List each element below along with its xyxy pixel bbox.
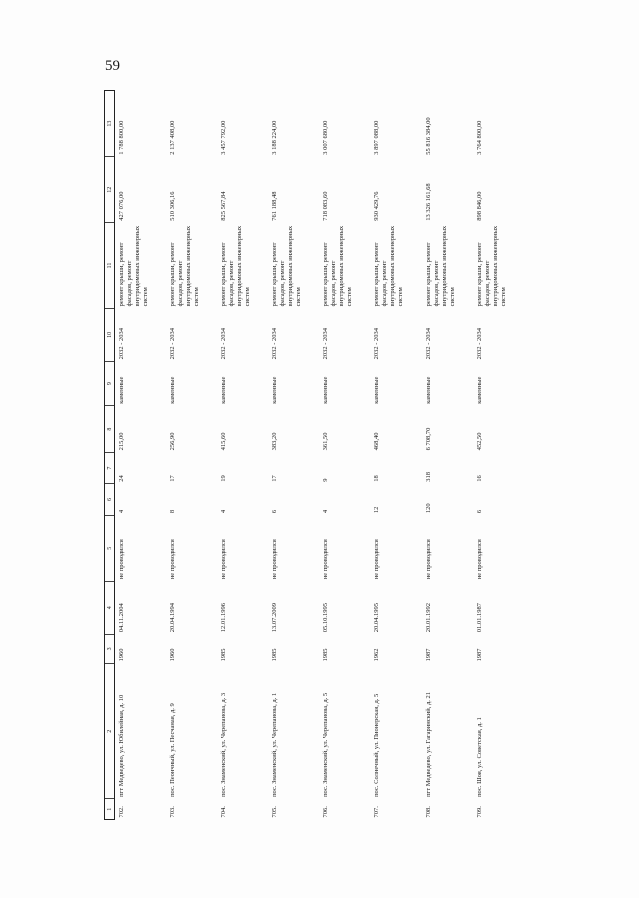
table-header-row bbox=[105, 91, 115, 820]
material-cell: каменные bbox=[424, 376, 432, 404]
cost-cell: 510 306,16 bbox=[168, 191, 176, 221]
date-cell: 20.04.1994 bbox=[168, 603, 176, 633]
table-row bbox=[422, 91, 473, 820]
period-cell: 2032 - 2034 bbox=[322, 327, 330, 360]
address-cell: пгт Медведево, ул. Гагаринский, д. 21 bbox=[424, 691, 432, 797]
works-cell: ремонт крыши, ремонт фасадов, ремонт внутридомовых инженерных систем bbox=[168, 225, 200, 307]
date-cell: 13.07.2009 bbox=[271, 603, 279, 633]
apartments-cell: 17 bbox=[271, 475, 279, 482]
floors-cell: 120 bbox=[424, 503, 432, 514]
area-cell: 361,50 bbox=[322, 432, 330, 451]
floors-cell: 6 bbox=[271, 509, 279, 514]
row-number: 704. bbox=[219, 806, 227, 818]
table-row bbox=[370, 91, 421, 820]
area-cell: 452,50 bbox=[475, 432, 483, 451]
date-cell: 12.01.1996 bbox=[219, 603, 227, 633]
overhaul-cell: не проводился bbox=[373, 539, 381, 580]
column-header: 9 bbox=[105, 361, 115, 405]
address-cell: пос. Шоя, ул. Советская, д. 1 bbox=[475, 717, 483, 797]
period-cell: 2032 - 2034 bbox=[219, 327, 227, 360]
row-number: 708. bbox=[424, 806, 432, 818]
column-header: 12 bbox=[105, 157, 115, 223]
table-row bbox=[268, 91, 319, 820]
build-year-cell: 1987 bbox=[424, 648, 432, 662]
build-year-cell: 1985 bbox=[322, 648, 330, 662]
address-cell: пос. Солнечный, ул. Пионерская, д. 5 bbox=[373, 693, 381, 797]
cost-cell: 718 083,60 bbox=[322, 191, 330, 221]
table-row bbox=[217, 91, 268, 820]
overhaul-cell: не проводился bbox=[475, 539, 483, 580]
total-cost-cell: 3 188 224,00 bbox=[271, 120, 279, 155]
build-year-cell: 1987 bbox=[475, 648, 483, 662]
works-cell: ремонт крыши, ремонт фасадов, ремонт внутридомовых инженерных систем bbox=[118, 225, 149, 307]
works-cell: ремонт крыши, ремонт фасадов, ремонт внутридомовых инженерных систем bbox=[219, 225, 251, 307]
row-number: 703. bbox=[168, 806, 176, 818]
total-cost-cell: 3 897 088,00 bbox=[373, 120, 381, 155]
material-cell: каменные bbox=[373, 376, 381, 404]
cost-cell: 930 429,76 bbox=[373, 191, 381, 221]
column-header: 11 bbox=[105, 223, 115, 309]
apartments-cell: 16 bbox=[475, 475, 483, 482]
floors-cell: 4 bbox=[118, 509, 125, 514]
overhaul-cell: не проводился bbox=[118, 539, 125, 580]
table-row bbox=[166, 91, 217, 820]
material-cell: каменные bbox=[271, 376, 279, 404]
works-cell: ремонт крыши, ремонт фасадов, ремонт внутридомовых инженерных систем bbox=[373, 225, 405, 307]
column-header: 5 bbox=[105, 515, 115, 581]
area-cell: 256,90 bbox=[168, 432, 176, 451]
column-header: 13 bbox=[105, 91, 115, 157]
cost-cell: 761 188,48 bbox=[271, 191, 279, 221]
material-cell: каменные bbox=[219, 376, 227, 404]
column-header: 10 bbox=[105, 308, 115, 361]
page-number: 59 bbox=[105, 58, 120, 74]
overhaul-cell: не проводился bbox=[424, 539, 432, 580]
period-cell: 2032 - 2034 bbox=[168, 327, 176, 360]
row-number: 707. bbox=[373, 806, 381, 818]
area-cell: 6 708,70 bbox=[424, 427, 432, 451]
table-row bbox=[115, 91, 166, 820]
date-cell: 01.01.1987 bbox=[475, 603, 483, 633]
build-year-cell: 1985 bbox=[219, 648, 227, 662]
period-cell: 2032 - 2034 bbox=[475, 327, 483, 360]
table-body bbox=[115, 91, 525, 820]
area-cell: 468,40 bbox=[373, 432, 381, 451]
row-number: 706. bbox=[322, 806, 330, 818]
column-header: 1 bbox=[105, 799, 115, 820]
overhaul-cell: не проводился bbox=[322, 539, 330, 580]
overhaul-cell: не проводился bbox=[219, 539, 227, 580]
total-cost-cell: 3 007 680,00 bbox=[322, 120, 330, 155]
row-number: 709. bbox=[475, 806, 483, 818]
cost-cell: 427 076,00 bbox=[118, 191, 125, 221]
floors-cell: 4 bbox=[322, 509, 330, 514]
address-cell: пос. Пеончный, ул. Песчаная, д. 9 bbox=[168, 703, 176, 797]
floors-cell: 6 bbox=[475, 509, 483, 514]
area-cell: 383,20 bbox=[271, 432, 279, 451]
column-header: 7 bbox=[105, 452, 115, 483]
address-cell: пос. Знаменский, ул. Черепанова, д. 5 bbox=[322, 692, 330, 797]
material-cell: каменные bbox=[322, 376, 330, 404]
works-cell: ремонт крыши, ремонт фасадов, ремонт внутридомовых инженерных систем bbox=[424, 225, 456, 307]
column-header: 4 bbox=[105, 581, 115, 634]
date-cell: 05.10.1995 bbox=[322, 603, 330, 633]
floors-cell: 4 bbox=[219, 509, 227, 514]
floors-cell: 12 bbox=[373, 506, 381, 514]
column-header: 6 bbox=[105, 484, 115, 515]
build-year-cell: 1960 bbox=[118, 648, 125, 662]
cost-cell: 13 326 161,68 bbox=[424, 183, 432, 221]
apartments-cell: 17 bbox=[168, 475, 176, 482]
area-cell: 215,00 bbox=[118, 432, 125, 451]
material-cell: каменные bbox=[168, 376, 176, 404]
total-cost-cell: 55 816 384,00 bbox=[424, 117, 432, 155]
apartments-cell: 318 bbox=[424, 472, 432, 482]
period-cell: 2032 - 2034 bbox=[424, 327, 432, 360]
address-cell: пос. Знаменский, ул. Черепанова, д. 3 bbox=[219, 692, 227, 797]
works-cell: ремонт крыши, ремонт фасадов, ремонт внутридомовых инженерных систем bbox=[322, 225, 354, 307]
row-number: 705. bbox=[271, 806, 279, 818]
table-row bbox=[473, 91, 524, 820]
total-cost-cell: 2 137 408,00 bbox=[168, 120, 176, 155]
total-cost-cell: 3 764 800,00 bbox=[475, 120, 483, 155]
table-row bbox=[319, 91, 370, 820]
build-year-cell: 1962 bbox=[373, 648, 381, 662]
column-header: 8 bbox=[105, 406, 115, 453]
material-cell: каменные bbox=[475, 376, 483, 404]
area-cell: 415,60 bbox=[219, 432, 227, 451]
total-cost-cell: 3 457 792,00 bbox=[219, 120, 227, 155]
material-cell: каменные bbox=[118, 376, 125, 404]
works-cell: ремонт крыши, ремонт фасадов, ремонт внутридомовых инженерных систем bbox=[271, 225, 303, 307]
overhaul-cell: не проводился bbox=[168, 539, 176, 580]
floors-cell: 8 bbox=[168, 509, 176, 514]
date-cell: 20.01.1992 bbox=[424, 603, 432, 633]
period-cell: 2032 - 2034 bbox=[373, 327, 381, 360]
apartments-cell: 9 bbox=[322, 478, 330, 482]
date-cell: 04.11.2004 bbox=[118, 603, 125, 633]
capital-repair-table bbox=[104, 90, 524, 820]
works-cell: ремонт крыши, ремонт фасадов, ремонт внутридомовых инженерных систем bbox=[475, 225, 507, 307]
date-cell: 20.04.1995 bbox=[373, 603, 381, 633]
address-cell: пгт Медведево, ул. Юбилейная, д. 10 bbox=[118, 694, 125, 797]
period-cell: 2032 - 2034 bbox=[118, 327, 125, 360]
column-header: 2 bbox=[105, 664, 115, 799]
apartments-cell: 18 bbox=[373, 475, 381, 482]
rotated-table-container bbox=[104, 90, 624, 820]
address-cell: пос. Знаменский, ул. Черепанова, д. 1 bbox=[271, 692, 279, 797]
row-number: 702. bbox=[118, 806, 125, 818]
total-cost-cell: 1 788 800,00 bbox=[118, 120, 125, 155]
apartments-cell: 19 bbox=[219, 475, 227, 482]
build-year-cell: 1985 bbox=[271, 648, 279, 662]
cost-cell: 825 567,84 bbox=[219, 191, 227, 221]
apartments-cell: 24 bbox=[118, 475, 125, 482]
build-year-cell: 1960 bbox=[168, 648, 176, 662]
column-header: 3 bbox=[105, 634, 115, 663]
cost-cell: 898 846,00 bbox=[475, 191, 483, 221]
overhaul-cell: не проводился bbox=[271, 539, 279, 580]
period-cell: 2032 - 2034 bbox=[271, 327, 279, 360]
